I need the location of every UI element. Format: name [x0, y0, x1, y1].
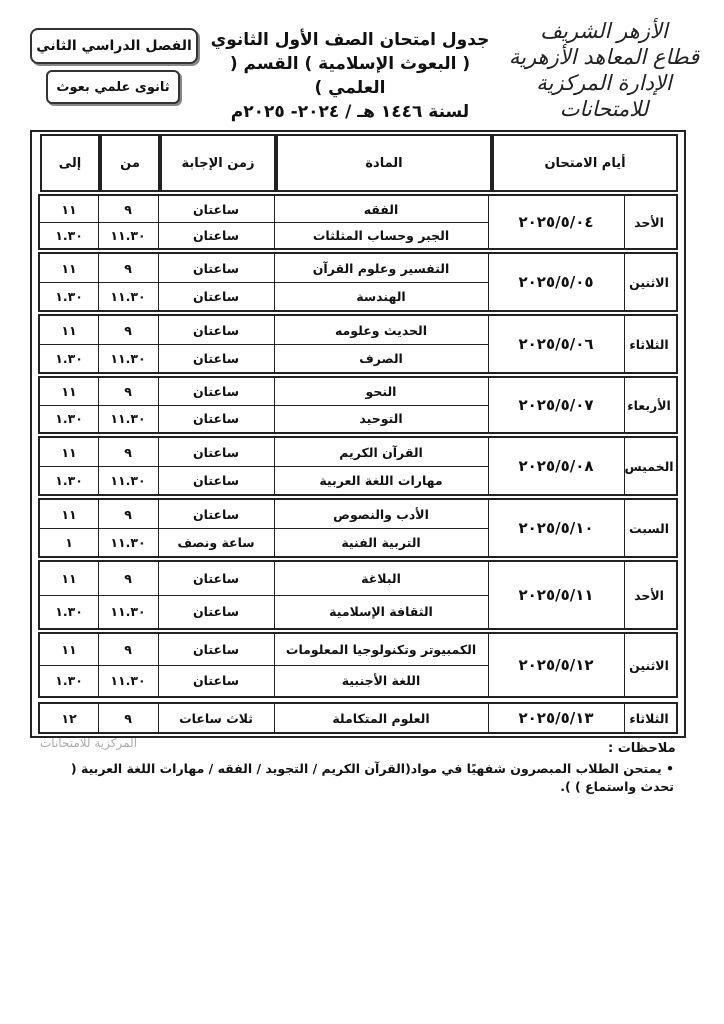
from-time-cell: ١١.٣٠ — [110, 227, 146, 243]
from-time-cell: ٩ — [124, 201, 132, 217]
duration-cell: ساعتان — [193, 350, 239, 366]
duration-cell: ساعتان — [193, 472, 239, 488]
from-time-cell: ٩ — [124, 506, 132, 522]
duration-cell: ساعتان — [193, 201, 239, 217]
duration-cell: ساعة ونصف — [177, 534, 255, 550]
from-time-cell: ٩ — [124, 642, 132, 657]
semester-badge: الفصل الدراسي الثاني — [30, 28, 198, 64]
subject-cell: العلوم المتكاملة — [332, 710, 430, 726]
to-time-cell: ١ — [65, 534, 73, 550]
to-time-cell: ١١ — [61, 260, 77, 276]
from-time-cell: ١١.٣٠ — [110, 604, 146, 619]
note-item: • يمتحن الطلاب المبصرون شفهيًا في مواد(القرآن الكريم / التجويد / الفقه / مهارات اللغة العربية ( تحدث واستماع ) ). — [70, 761, 674, 794]
notes-heading: ملاحظات : — [608, 741, 676, 756]
exam-day: الثلاثاء — [629, 336, 669, 352]
from-time-cell: ١١.٣٠ — [110, 472, 146, 488]
subject-cell: الأدب والنصوص — [333, 506, 429, 522]
subject-cell: الكمبيوتر وتكنولوجيا المعلومات — [285, 642, 477, 657]
from-time-cell: ٩ — [124, 571, 132, 586]
exam-date: ٢٠٢٥/٥/١١ — [518, 586, 594, 604]
header-subject: المادة — [276, 134, 492, 192]
exam-day: الأحد — [634, 587, 664, 603]
subject-cell: مهارات اللغة العربية — [319, 472, 443, 488]
to-time-cell: ١١ — [61, 642, 77, 657]
logo-line-3: الإدارة المركزية للامتحانات — [536, 71, 672, 121]
from-time-cell: ١١.٣٠ — [110, 350, 146, 366]
duration-cell: ساعتان — [193, 506, 239, 522]
duration-cell: ساعتان — [193, 642, 239, 657]
subject-cell: الثقافة الإسلامية — [329, 604, 433, 619]
exam-date: ٢٠٢٥/٥/٠٤ — [518, 213, 594, 231]
subject-cell: القرآن الكريم — [339, 444, 423, 460]
subject-cell: التوحيد — [359, 411, 403, 426]
subject-cell: الفقه — [363, 201, 399, 217]
subject-cell: اللغة الأجنبية — [341, 673, 421, 688]
to-time-cell: ١٢ — [61, 710, 77, 726]
subject-cell: الهندسة — [356, 288, 406, 304]
duration-cell: ساعتان — [193, 571, 239, 586]
to-time-cell: ١.٣٠ — [55, 288, 83, 304]
stamp-text: المركزية للامتحانات — [40, 736, 138, 750]
exam-day: الخميس — [624, 458, 674, 474]
header-duration: زمن الإجابة — [160, 134, 276, 192]
from-time-cell: ٩ — [124, 322, 132, 338]
exam-day: الأربعاء — [627, 397, 671, 413]
from-time-cell: ١١.٣٠ — [110, 288, 146, 304]
title-line-2: ( البعوث الإسلامية ) القسم ( العلمي ) — [229, 54, 471, 98]
to-time-cell: ١.٣٠ — [55, 472, 83, 488]
duration-cell: ساعتان — [193, 604, 239, 619]
from-time-cell: ٩ — [124, 444, 132, 460]
to-time-cell: ١.٣٠ — [55, 411, 83, 426]
subject-cell: التربية الفنية — [341, 534, 421, 550]
exam-date: ٢٠٢٥/٥/٠٦ — [518, 335, 594, 353]
subject-cell: التفسير وعلوم القرآن — [312, 260, 450, 276]
from-time-cell: ٩ — [124, 260, 132, 276]
branch-badge: ثانوى علمي بعوث — [46, 70, 180, 104]
to-time-cell: ١١ — [61, 201, 77, 217]
exam-date: ٢٠٢٥/٥/١٢ — [518, 656, 594, 674]
exam-date: ٢٠٢٥/٥/٠٥ — [518, 273, 594, 291]
duration-cell: ساعتان — [193, 260, 239, 276]
exam-date: ٢٠٢٥/٥/٠٨ — [518, 457, 594, 475]
to-time-cell: ١١ — [61, 506, 77, 522]
to-time-cell: ١١ — [61, 444, 77, 460]
to-time-cell: ١١ — [61, 384, 77, 399]
duration-cell: ساعتان — [193, 384, 239, 399]
exam-day: الاثنين — [629, 657, 669, 673]
title-line-3: لسنة ١٤٤٦ هـ / ٢٠٢٤- ٢٠٢٥م — [230, 102, 470, 122]
duration-cell: ثلاث ساعات — [179, 710, 253, 726]
to-time-cell: ١.٣٠ — [55, 227, 83, 243]
header-day: أيام الامتحان — [492, 134, 678, 192]
subject-cell: البلاغة — [361, 571, 401, 586]
duration-cell: ساعتان — [193, 411, 239, 426]
header-from: من — [100, 134, 160, 192]
exam-day: الثلاثاء — [629, 710, 669, 726]
exam-date: ٢٠٢٥/٥/١٣ — [518, 709, 594, 727]
to-time-cell: ١.٣٠ — [55, 604, 83, 619]
exam-day: السبت — [628, 520, 670, 536]
title-line-1: جدول امتحان الصف الأول الثانوي — [210, 30, 490, 50]
subject-cell: الصرف — [359, 350, 403, 366]
to-time-cell: ١.٣٠ — [55, 673, 83, 688]
subject-cell: الجبر وحساب المثلثات — [312, 227, 450, 243]
from-time-cell: ٩ — [124, 710, 132, 726]
subject-cell: الحديث وعلومه — [334, 322, 428, 338]
azhar-logo — [506, 18, 702, 121]
duration-cell: ساعتان — [193, 322, 239, 338]
to-time-cell: ١.٣٠ — [55, 350, 83, 366]
from-time-cell: ١١.٣٠ — [110, 673, 146, 688]
page-title — [200, 28, 500, 124]
logo-line-1: الأزهر الشريف — [540, 19, 668, 43]
to-time-cell: ١١ — [61, 571, 77, 586]
duration-cell: ساعتان — [193, 673, 239, 688]
from-time-cell: ١١.٣٠ — [110, 534, 146, 550]
from-time-cell: ٩ — [124, 384, 132, 399]
exam-date: ٢٠٢٥/٥/١٠ — [518, 519, 594, 537]
header-to: إلى — [40, 134, 100, 192]
exam-date: ٢٠٢٥/٥/٠٧ — [518, 396, 594, 414]
exam-day: الأحد — [634, 214, 664, 230]
exam-day: الاثنين — [629, 274, 669, 290]
duration-cell: ساعتان — [193, 227, 239, 243]
subject-cell: النحو — [365, 384, 397, 399]
from-time-cell: ١١.٣٠ — [110, 411, 146, 426]
to-time-cell: ١١ — [61, 322, 77, 338]
logo-line-2: قطاع المعاهد الأزهرية — [508, 45, 700, 69]
duration-cell: ساعتان — [193, 444, 239, 460]
duration-cell: ساعتان — [193, 288, 239, 304]
